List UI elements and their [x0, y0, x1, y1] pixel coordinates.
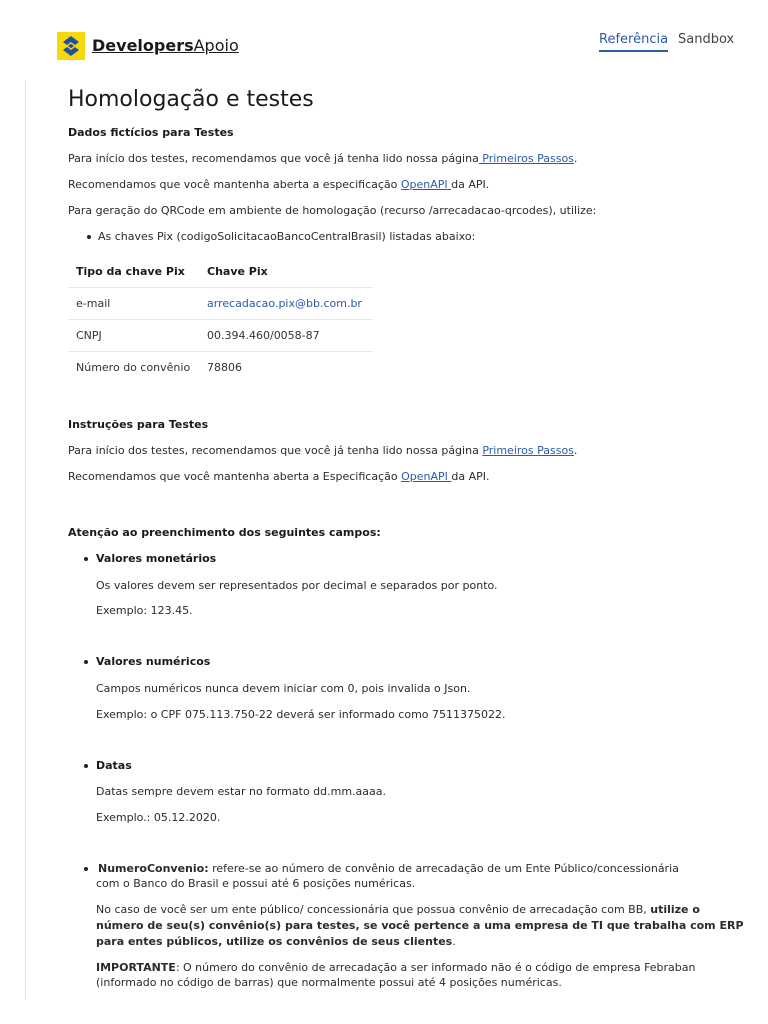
sidebar-divider [25, 80, 26, 1000]
dados-paragraph-2 [68, 177, 489, 192]
openapi-link-2[interactable]: OpenAPI [401, 470, 452, 483]
email-key-link[interactable]: arrecadacao.pix@bb.com.br [199, 288, 373, 320]
nav-referencia[interactable]: Referência [599, 32, 668, 52]
table-cell: CNPJ [68, 320, 199, 352]
bullet-dot [84, 764, 88, 768]
table-cell: e-mail [68, 288, 199, 320]
item-example: Exemplo.: 05.12.2020. [96, 811, 221, 824]
table-cell: 78806 [207, 361, 242, 374]
bullet-dot [87, 235, 91, 239]
item-text: Os valores devem ser representados por decimal e separados por ponto. [96, 579, 498, 592]
instrucoes-paragraph-1 [68, 443, 577, 458]
importante-line-2: (informado no código de barras) que normalmente possui até 4 posições numéricas. [96, 976, 562, 989]
text: Recomendamos que você mantenha aberta a Especificação [68, 470, 402, 483]
text: Para início dos testes, recomendamos que você já tenha lido nossa página [68, 444, 483, 457]
text: No caso de você ser um ente público/ concessionária que possua convênio de arrecadação com BB, [96, 903, 651, 916]
convenio-p2-line-3 [96, 934, 456, 949]
text: . [452, 935, 456, 948]
text: Para início dos testes, recomendamos que você já tenha lido nossa página [68, 152, 479, 165]
bullet-dot [84, 557, 88, 561]
table-header-chave: Chave Pix [199, 256, 373, 288]
table-row [68, 320, 373, 352]
convenio-p2-line-1 [96, 902, 700, 917]
convenio-line-2: com o Banco do Brasil e possui até 6 posições numéricas. [96, 877, 416, 890]
pix-keys-table [68, 256, 373, 383]
convenio-label: NumeroConvenio: [98, 862, 209, 875]
importante-label: IMPORTANTE [96, 961, 176, 974]
item-example: Exemplo: 123.45. [96, 604, 193, 617]
dados-paragraph-1 [68, 151, 577, 166]
bb-logo-icon[interactable] [57, 32, 85, 60]
text: da API. [451, 178, 490, 191]
text: . [573, 152, 578, 165]
item-example: Exemplo: o CPF 075.113.750-22 deverá ser informado como 7511375022. [96, 708, 506, 721]
chaves-pix-bullet: As chaves Pix (codigoSolicitacaoBancoCentralBrasil) listadas abaixo: [98, 230, 476, 243]
table-cell: 00.394.460/0058-87 [199, 320, 373, 352]
convenio-line-1 [98, 861, 679, 876]
brand-link[interactable] [92, 36, 239, 56]
nav-sandbox[interactable]: Sandbox [678, 32, 735, 47]
brand-bold: Developers [92, 36, 194, 55]
text-bold: para entes públicos, utilize os convênios de seus clientes [96, 935, 453, 948]
section-heading-instrucoes: Instruções para Testes [68, 418, 209, 431]
section-heading-atencao: Atenção ao preenchimento dos seguintes campos: [68, 526, 381, 539]
text: da API. [451, 470, 490, 483]
item-text: Datas sempre devem estar no formato dd.mm.aaaa. [96, 785, 387, 798]
importante-line-1 [96, 960, 696, 975]
text-bold: utilize o [650, 903, 700, 916]
item-text: Campos numéricos nunca devem iniciar com 0, pois invalida o Json. [96, 682, 471, 695]
text: . [573, 444, 578, 457]
table-row [68, 288, 373, 320]
text: : O número do convênio de arrecadação a ser informado não é o código de empresa Febraban [175, 961, 696, 974]
brand-light: Apoio [193, 36, 239, 55]
item-title-datas: Datas [96, 759, 132, 772]
primeiros-passos-link-2[interactable]: Primeiros Passos [482, 444, 574, 457]
section-heading-dados: Dados fictícios para Testes [68, 126, 234, 139]
bullet-dot [84, 867, 88, 871]
table-header-row [68, 256, 373, 288]
item-title-monetarios: Valores monetários [96, 552, 217, 565]
page-title: Homologação e testes [68, 87, 314, 112]
item-title-numericos: Valores numéricos [96, 655, 211, 668]
dados-paragraph-3: Para geração do QRCode em ambiente de homologação (recurso /arrecadacao-qrcodes), utilize: [68, 204, 597, 217]
table-row [68, 352, 373, 384]
text: Recomendamos que você mantenha aberta a especificação [68, 178, 401, 191]
openapi-link[interactable]: OpenAPI [400, 178, 452, 191]
text: refere-se ao número de convênio de arrecadação de um Ente Público/concessionária [208, 862, 679, 875]
top-header [0, 0, 768, 80]
convenio-p2-line-2: número de seu(s) convênio(s) para testes, se você pertence a uma empresa de TI que trabalha com ERP [96, 919, 744, 932]
table-cell: Número do convênio [76, 361, 191, 374]
bullet-dot [84, 660, 88, 664]
primeiros-passos-link[interactable]: Primeiros Passos [478, 152, 574, 165]
instrucoes-paragraph-2 [68, 469, 489, 484]
table-header-tipo: Tipo da chave Pix [68, 256, 199, 288]
